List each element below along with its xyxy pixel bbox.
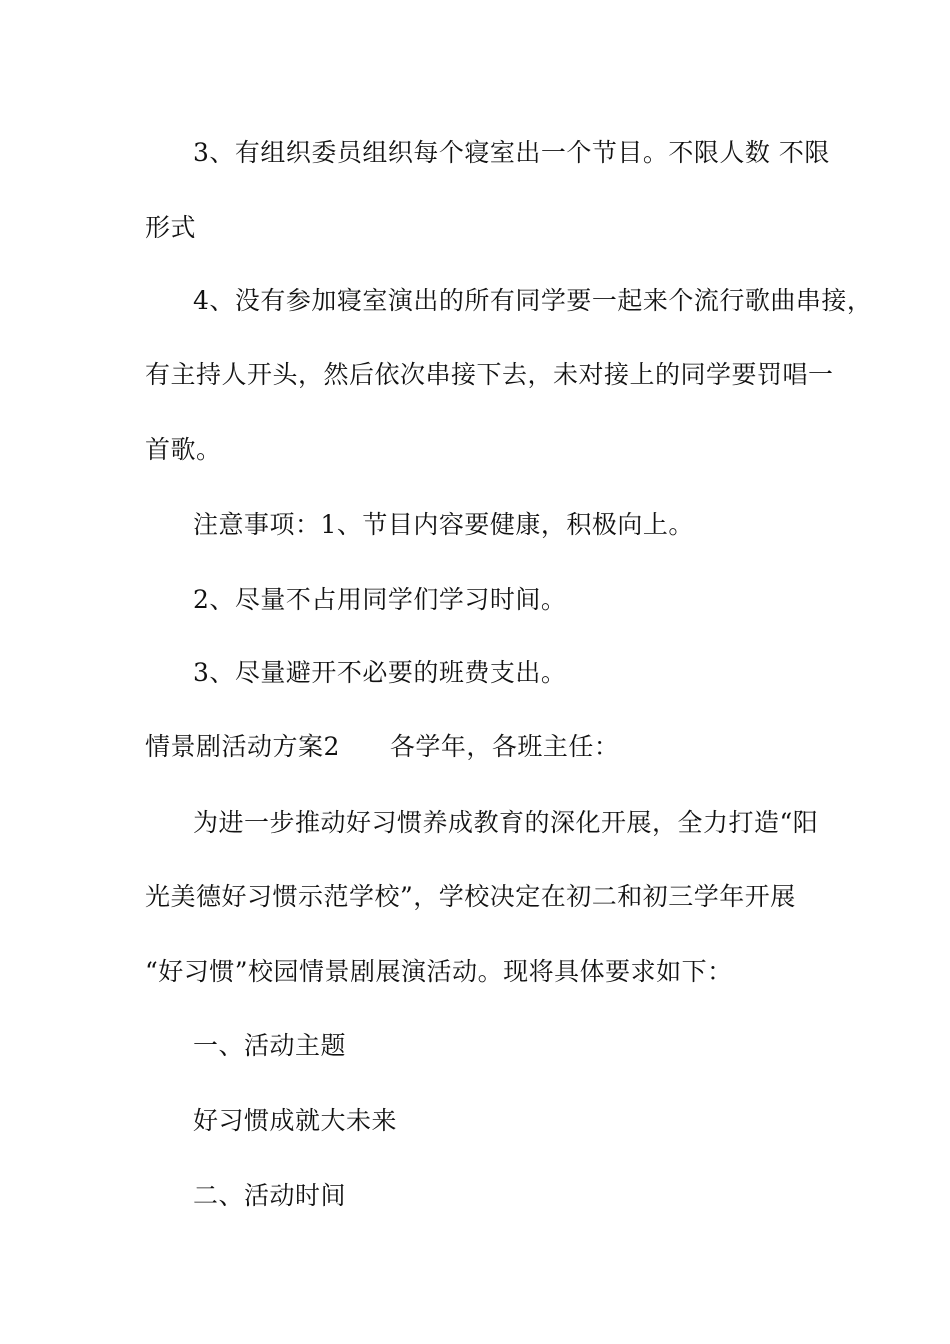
- salutation: 各学年，各班主任：: [389, 732, 620, 761]
- section-heading-line: [145, 730, 619, 764]
- paragraph-line: 4、没有参加寝室演出的所有同学要一起来个流行歌曲串接，: [193, 286, 873, 315]
- section-subheading: 二、活动时间: [193, 1181, 347, 1210]
- paragraph-line: 形式: [145, 213, 197, 242]
- paragraph-line: 好习惯成就大未来: [193, 1106, 398, 1135]
- section-title: 情景剧活动方案2: [145, 732, 340, 761]
- paragraph-line: 3、尽量避开不必要的班费支出。: [193, 658, 567, 687]
- paragraph-line: 注意事项：1、节目内容要健康，积极向上。: [193, 510, 694, 539]
- paragraph-line: 2、尽量不占用同学们学习时间。: [193, 585, 567, 614]
- paragraph-line: 首歌。: [145, 435, 222, 464]
- paragraph-line: 光美德好习惯示范学校”，学校决定在初二和初三学年开展: [145, 882, 796, 911]
- paragraph-line: “好习惯”校园情景剧展演活动。现将具体要求如下：: [145, 957, 733, 986]
- paragraph-line: 有主持人开头，然后依次串接下去，未对接上的同学要罚唱一: [145, 360, 834, 389]
- paragraph-line: 3、有组织委员组织每个寝室出一个节目。不限人数 不限: [193, 138, 830, 167]
- section-subheading: 一、活动主题: [193, 1031, 347, 1060]
- paragraph-line: 为进一步推动好习惯养成教育的深化开展，全力打造“阳: [193, 808, 819, 837]
